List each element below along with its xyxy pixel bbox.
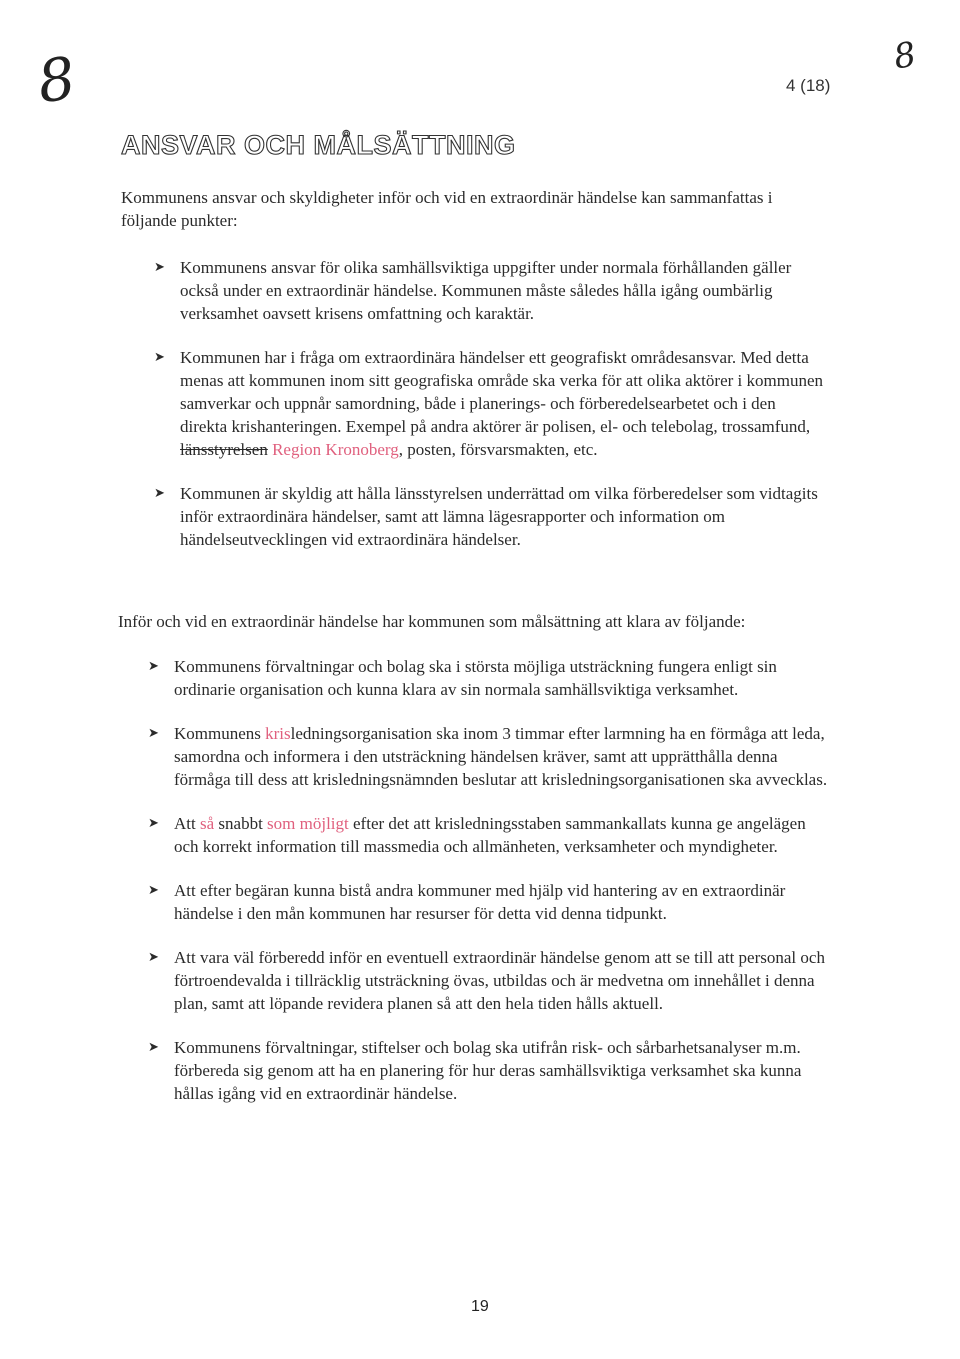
list-item (124, 256, 824, 325)
list-item-text: snabbt (214, 814, 268, 833)
list-item (118, 1036, 830, 1105)
list-item-text: Kommunens (174, 724, 266, 743)
list-item-text: Kommunen har i fråga om extraordinära händelser ett geografiskt områdesansvar. Med detta menas att kommunen inom sitt geografiska område ska verka för att olika aktörer i kommunen samverkar och uppnår samordning, både i planerings- och förberedelsearbetet och i den direkta krishanteringen. Exempel på andra aktörer är polisen, el- och telebolag, trossamfund, (180, 348, 823, 436)
target-list (118, 655, 830, 1126)
arrow-bullet-icon: ➤ (154, 486, 165, 501)
arrow-bullet-icon: ➤ (148, 1040, 159, 1055)
list-item (118, 812, 830, 858)
handwritten-mark-right: 8 (890, 34, 919, 78)
arrow-bullet-icon: ➤ (154, 260, 165, 275)
section-heading: ANSVAR OCH MÅLSÄTTNING (121, 130, 516, 160)
list-item (118, 879, 830, 925)
handwritten-mark-left: 8 (33, 43, 80, 117)
page-number: 4 (18) (786, 76, 831, 95)
arrow-bullet-icon: ➤ (148, 950, 159, 965)
target-intro: Inför och vid en extraordinär händelse har kommunen som målsättning att klara av följande: (118, 612, 746, 631)
list-item-text: Kommunens ansvar för olika samhällsviktiga uppgifter under normala förhållanden gäller också under en extraordinär händelse. Kommunen måste således hålla igång oumbärlig verksamhet oavsett krisens omfattning och karaktär. (180, 258, 792, 323)
inserted-text: Region Kronoberg (272, 440, 399, 459)
responsibility-list (124, 256, 824, 572)
inserted-text: som möjligt (267, 814, 349, 833)
footer-page-number: 19 (471, 1298, 489, 1315)
list-item (118, 655, 830, 701)
list-item (118, 722, 830, 791)
list-item (124, 482, 824, 551)
struck-text: länsstyrelsen (180, 440, 268, 459)
list-item-text: efter det att krisledningsstaben sammankallats kunna ge angelägen och korrekt information till massmedia och allmänheten, verksamheter och myndigheter. (174, 814, 806, 856)
list-item-text: Att (174, 814, 200, 833)
list-item-text: Att efter begäran kunna bistå andra kommuner med hjälp vid hantering av en extraordinär händelse i den mån kommunen har resurser för detta vid denna tidpunkt. (174, 881, 786, 923)
arrow-bullet-icon: ➤ (148, 659, 159, 674)
list-item-text: Att vara väl förberedd inför en eventuell extraordinär händelse genom att se till att personal och förtroendevalda i tillräcklig utsträckning övas, utbildas och är medvetna om innehållet i denna plan, samt att löpande revidera planen så att den hela tiden hålls aktuell. (174, 948, 825, 1013)
arrow-bullet-icon: ➤ (148, 816, 159, 831)
inserted-text: så (199, 814, 215, 833)
list-item-text: , posten, försvarsmakten, etc. (398, 440, 598, 459)
intro-paragraph: Kommunens ansvar och skyldigheter inför och vid en extraordinär händelse kan sammanfattas i följande punkter: (121, 188, 773, 230)
arrow-bullet-icon: ➤ (148, 883, 159, 898)
list-item-text: Kommunens förvaltningar och bolag ska i största möjliga utsträckning fungera enligt sin ordinarie organisation och kunna klara av sin normala samhällsviktiga verksamhet. (174, 657, 777, 699)
inserted-text: kris (265, 724, 291, 743)
list-item-text: Kommunens förvaltningar, stiftelser och bolag ska utifrån risk- och sårbarhetsanalyser m.m. förbereda sig genom att ha en planering för hur deras samhällsviktiga verksamhet ska kunna hållas igång vid en extraordinär händelse. (174, 1038, 802, 1103)
list-item-text: Kommunen är skyldig att hålla länsstyrelsen underrättad om vilka förberedelser som vidtagits inför extraordinära händelser, samt att lämna lägesrapporter och information om händelseutvecklingen vid extraordinära händelser. (180, 484, 818, 549)
list-item (118, 946, 830, 1015)
list-item-text: ledningsorganisation ska inom 3 timmar efter larmning ha en förmåga att leda, samordna och informera i den utsträckning händelsen kräver, samt att upprätthålla denna förmåga till dess att krisledningsnämnden beslutar att krisledningsorganisationen ska avvecklas. (174, 724, 828, 789)
list-item (124, 346, 824, 461)
arrow-bullet-icon: ➤ (154, 350, 165, 365)
arrow-bullet-icon: ➤ (148, 726, 159, 741)
